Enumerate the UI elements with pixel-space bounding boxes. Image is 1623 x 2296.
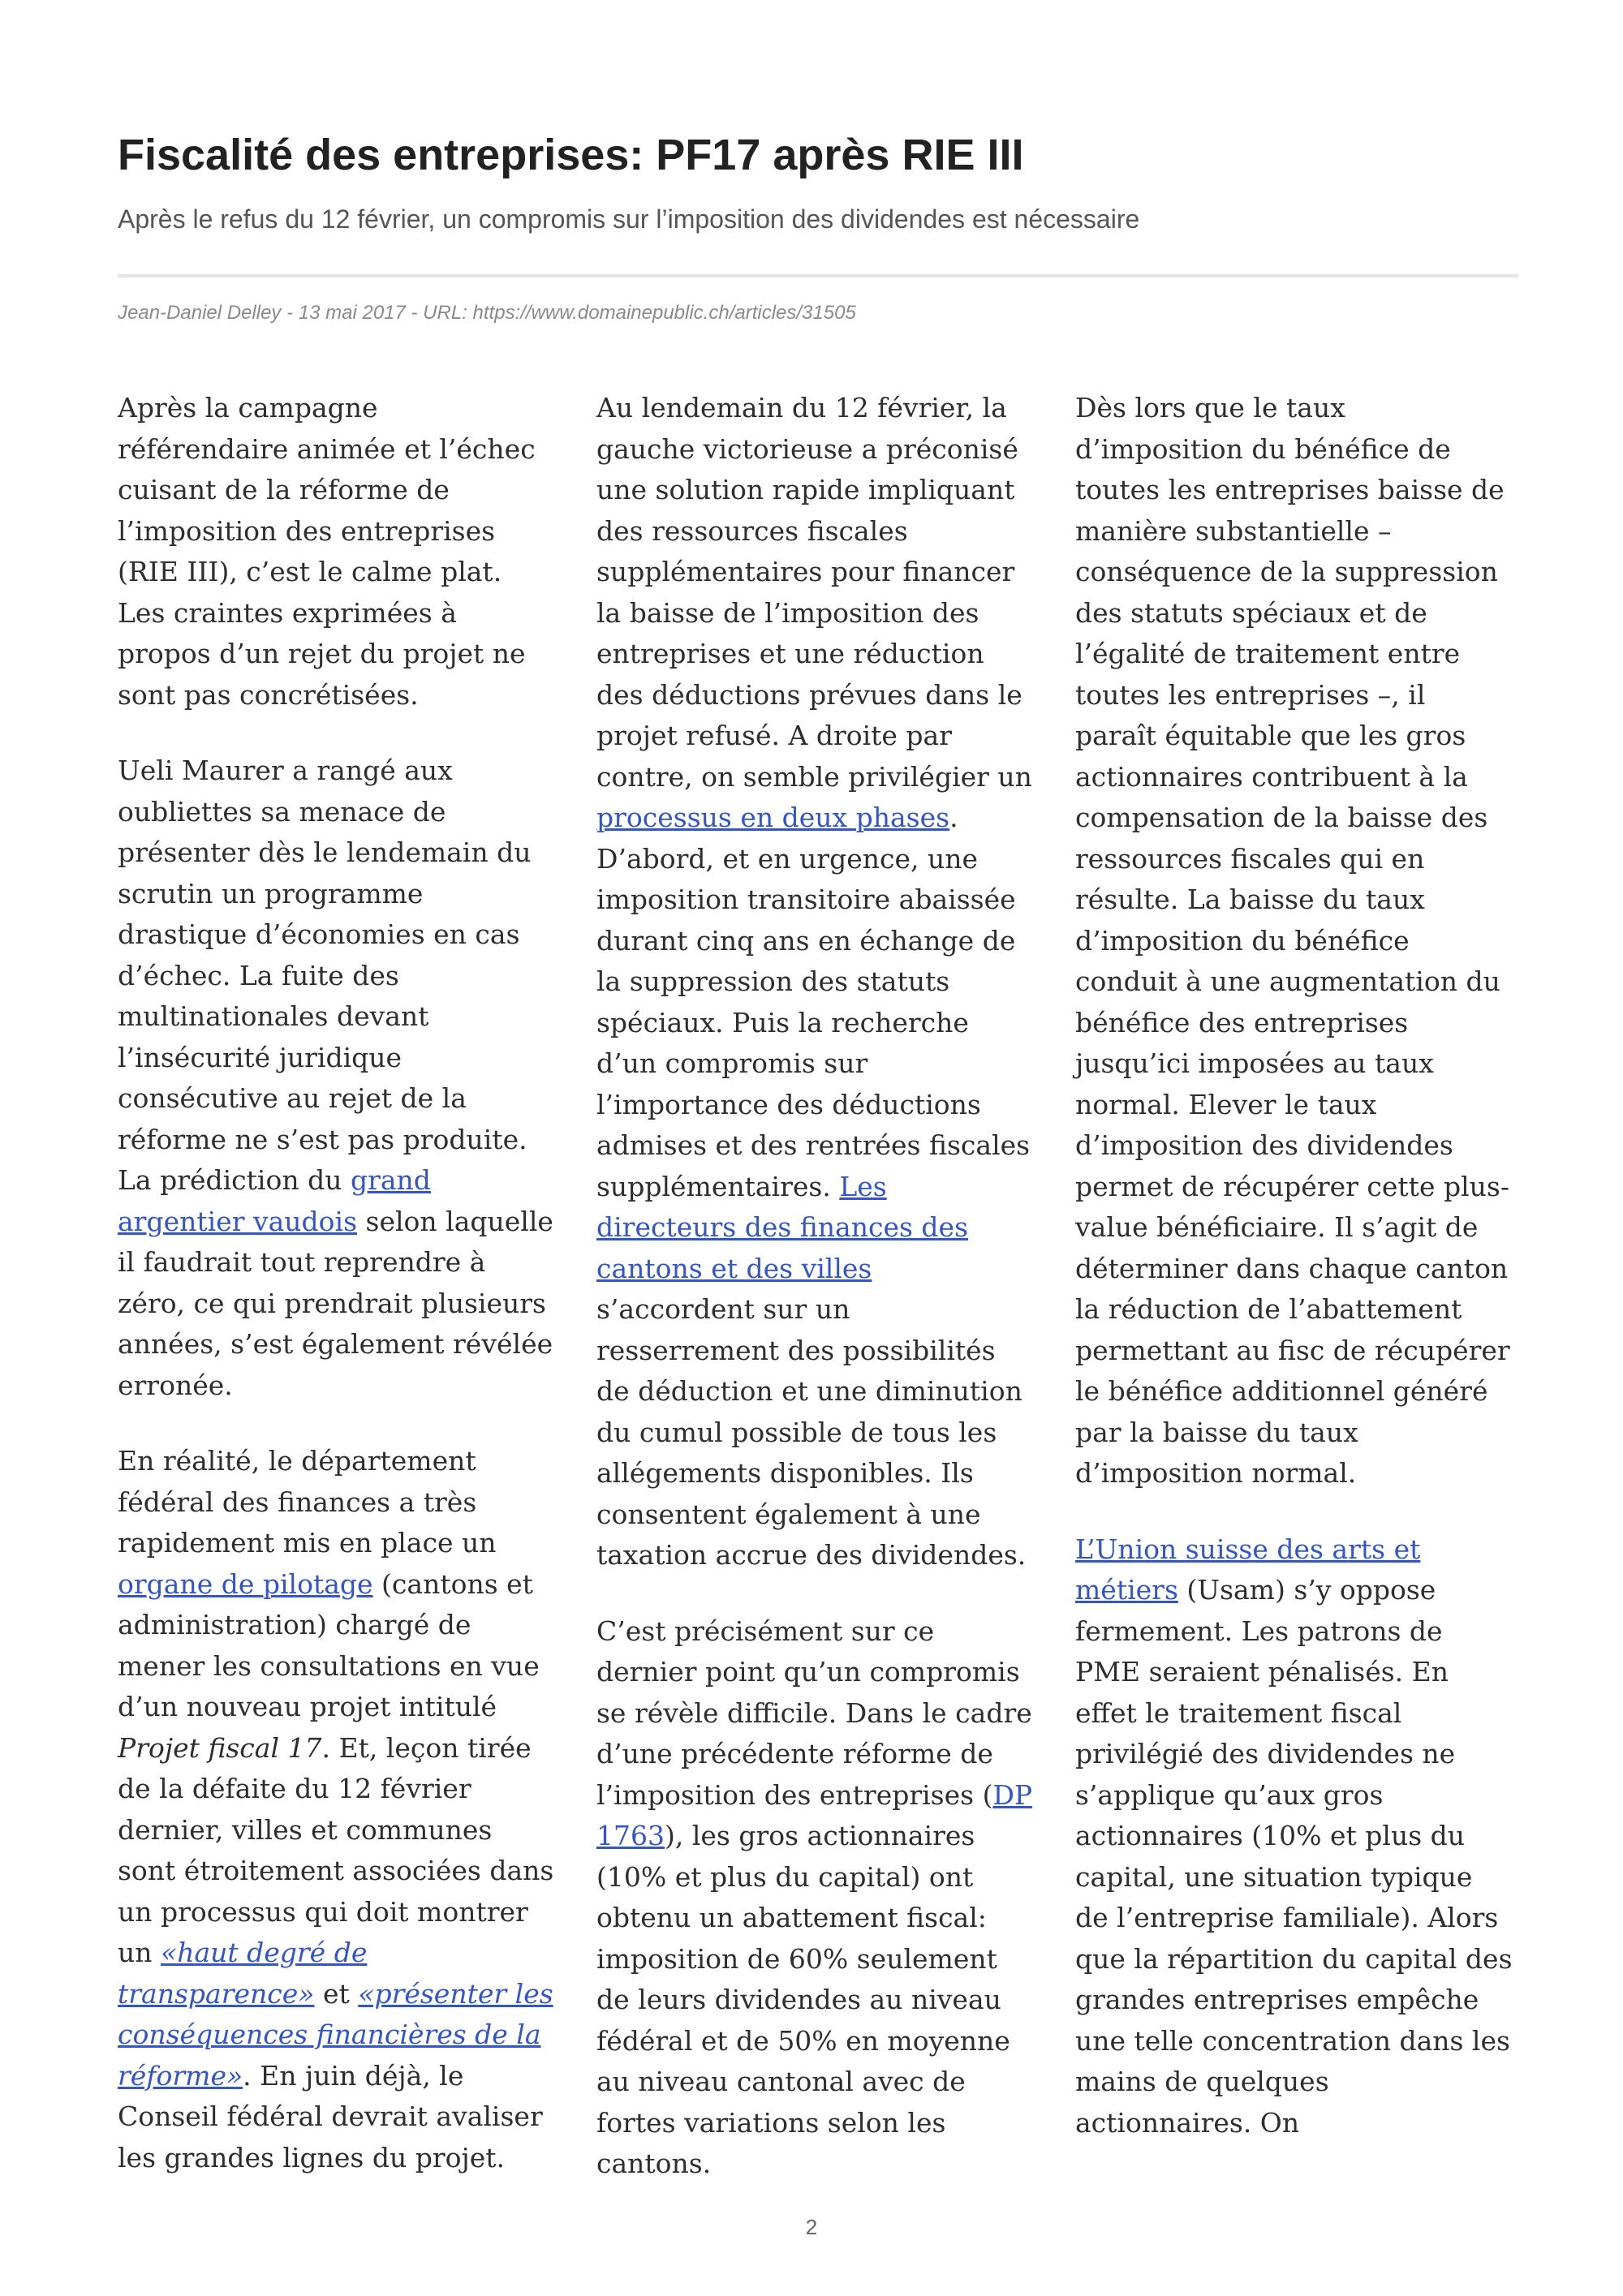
emphasis-projet-fiscal: Projet fiscal 17: [118, 1731, 322, 1764]
text: Ueli Maurer a rangé aux oubliettes sa menace de présenter dès le lendemain du scrutin un programme drastique d’économies en cas d’échec. La fuite des multinationales devant l’insécurité juridique consécutive au rejet de la réforme ne s’est pas produite. La prédiction du: [118, 755, 532, 1196]
header-divider: [118, 274, 1518, 277]
text: En réalité, le département fédéral des finances a très rapidement mis en place un: [118, 1445, 497, 1559]
text: et: [314, 1977, 359, 2010]
column-3: [1075, 388, 1513, 2178]
link-grand-argentier-vaudois[interactable]: grand argentier vaudois: [118, 1164, 431, 1237]
text: C’est précisément sur ce dernier point qu’un compromis se révèle difficile. Dans le cadre d’une précédente réforme de l’imposition des entreprises (: [596, 1615, 1032, 1811]
article-title: Fiscalité des entreprises: PF17 après RIE III: [118, 131, 1024, 179]
link-haut-degre-transparence[interactable]: «haut degré de transparence»: [118, 1937, 368, 2010]
link-consequences-financieres[interactable]: «présenter les conséquences financières de la réforme»: [118, 1977, 553, 2092]
text: . D’abord, et en urgence, une imposition transitoire abaissée durant cinq ans en échange de la suppression des statuts spéciaux. Puis la recherche d’un compromis sur l’importance des déductions admises et des rentrées fiscales supplémentaires.: [596, 802, 1031, 1202]
link-organe-de-pilotage[interactable]: organe de pilotage: [118, 1567, 373, 1600]
page-number: 2: [805, 2215, 818, 2239]
article-subtitle: Après le refus du 12 février, un compromis sur l’imposition des dividendes est nécessaire: [118, 204, 1140, 234]
text: s’accordent sur un resserrement des possibilités de déduction et une diminution du cumul possible de tous les allégements disponibles. Ils consentent également à une taxation accrue des dividendes.: [596, 1293, 1027, 1571]
link-dp-1763[interactable]: DP 1763: [596, 1778, 1033, 1851]
text: (cantons et administration) chargé de mener les consultations en vue d’un nouveau projet intitulé: [118, 1567, 540, 1722]
text: selon laquelle il faudrait tout reprendre à zéro, ce qui prendrait plusieurs années, s’est également révélée erronée.: [118, 1205, 553, 1401]
link-processus-deux-phases[interactable]: processus en deux phases: [596, 802, 950, 833]
paragraph: [596, 388, 1035, 1576]
text: Dès lors que le taux d’imposition du bénéfice de toutes les entreprises baisse de manière substantielle – conséquence de la suppression des statuts spéciaux et de l’égalité de traitement entre toutes les entreprises –, il paraît équitable que les gros actionnaires contribuent à la compensation de la baisse des ressources fiscales qui en résulte. La baisse du taux d’imposition du bénéfice conduit à une augmentation du bénéfice des entreprises jusqu’ici imposées au taux normal. Elever le taux d’imposition des dividendes permet de récupérer cette plus-value bénéficiaire. Il s’agit de déterminer dans chaque canton la réduction de l’abattement permettant au fisc de récupérer le bénéfice additionnel généré par la baisse du taux d’imposition normal.: [1075, 392, 1510, 1489]
text: . En juin déjà, le Conseil fédéral devrait avaliser les grandes lignes du projet.: [118, 2059, 543, 2173]
paragraph: [596, 1611, 1035, 2185]
text: Au lendemain du 12 février, la gauche victorieuse a préconisé une solution rapide impliquant des ressources fiscales supplémentaires pour financer la baisse de l’imposition des entreprises et une réduction des déductions prévues dans le projet refusé. A droite par contre, on semble privilégier un: [596, 392, 1032, 793]
paragraph: [118, 750, 556, 1406]
text: Après la campagne référendaire animée et l’échec cuisant de la réforme de l’imposition des entreprises (RIE III), c’est le calme plat. Les craintes exprimées à propos d’un rejet du projet ne sont pas concrétisées.: [118, 392, 536, 711]
text: ), les gros actionnaires (10% et plus du capital) ont obtenu un abattement fiscal: imposition de 60% seulement de leurs dividendes au niveau fédéral et de 50% en moyenne au niveau cantonal avec de fortes variations selon les cantons.: [596, 1820, 1010, 2179]
article-meta: Jean-Daniel Delley - 13 mai 2017 - URL: https://www.domainepublic.ch/articles/31505: [118, 302, 856, 324]
text: (Usam) s’y oppose fermement. Les patrons de PME seraient pénalisés. En effet le traitement fiscal privilégié des dividendes ne s’applique qu’aux gros actionnaires (10% et plus du capital, une situation typique de l’entreprise familiale). Alors que la répartition du capital des grandes entreprises empêche une telle concentration dans les mains de quelques actionnaires. On: [1075, 1574, 1513, 2139]
paragraph: [1075, 388, 1513, 1494]
link-union-suisse-arts-metiers[interactable]: L’Union suisse des arts et métiers: [1075, 1533, 1421, 1606]
link-directeurs-des-finances[interactable]: Les directeurs des finances des cantons et des villes: [596, 1170, 969, 1284]
text: . Et, leçon tirée de la défaite du 12 février dernier, villes et communes sont étroitement associées dans un processus qui doit montrer un: [118, 1731, 554, 1968]
paragraph: [118, 1441, 556, 2178]
column-2: [596, 388, 1035, 2220]
column-1: [118, 388, 556, 2213]
paragraph: [118, 388, 556, 716]
paragraph: [1075, 1529, 1513, 2144]
